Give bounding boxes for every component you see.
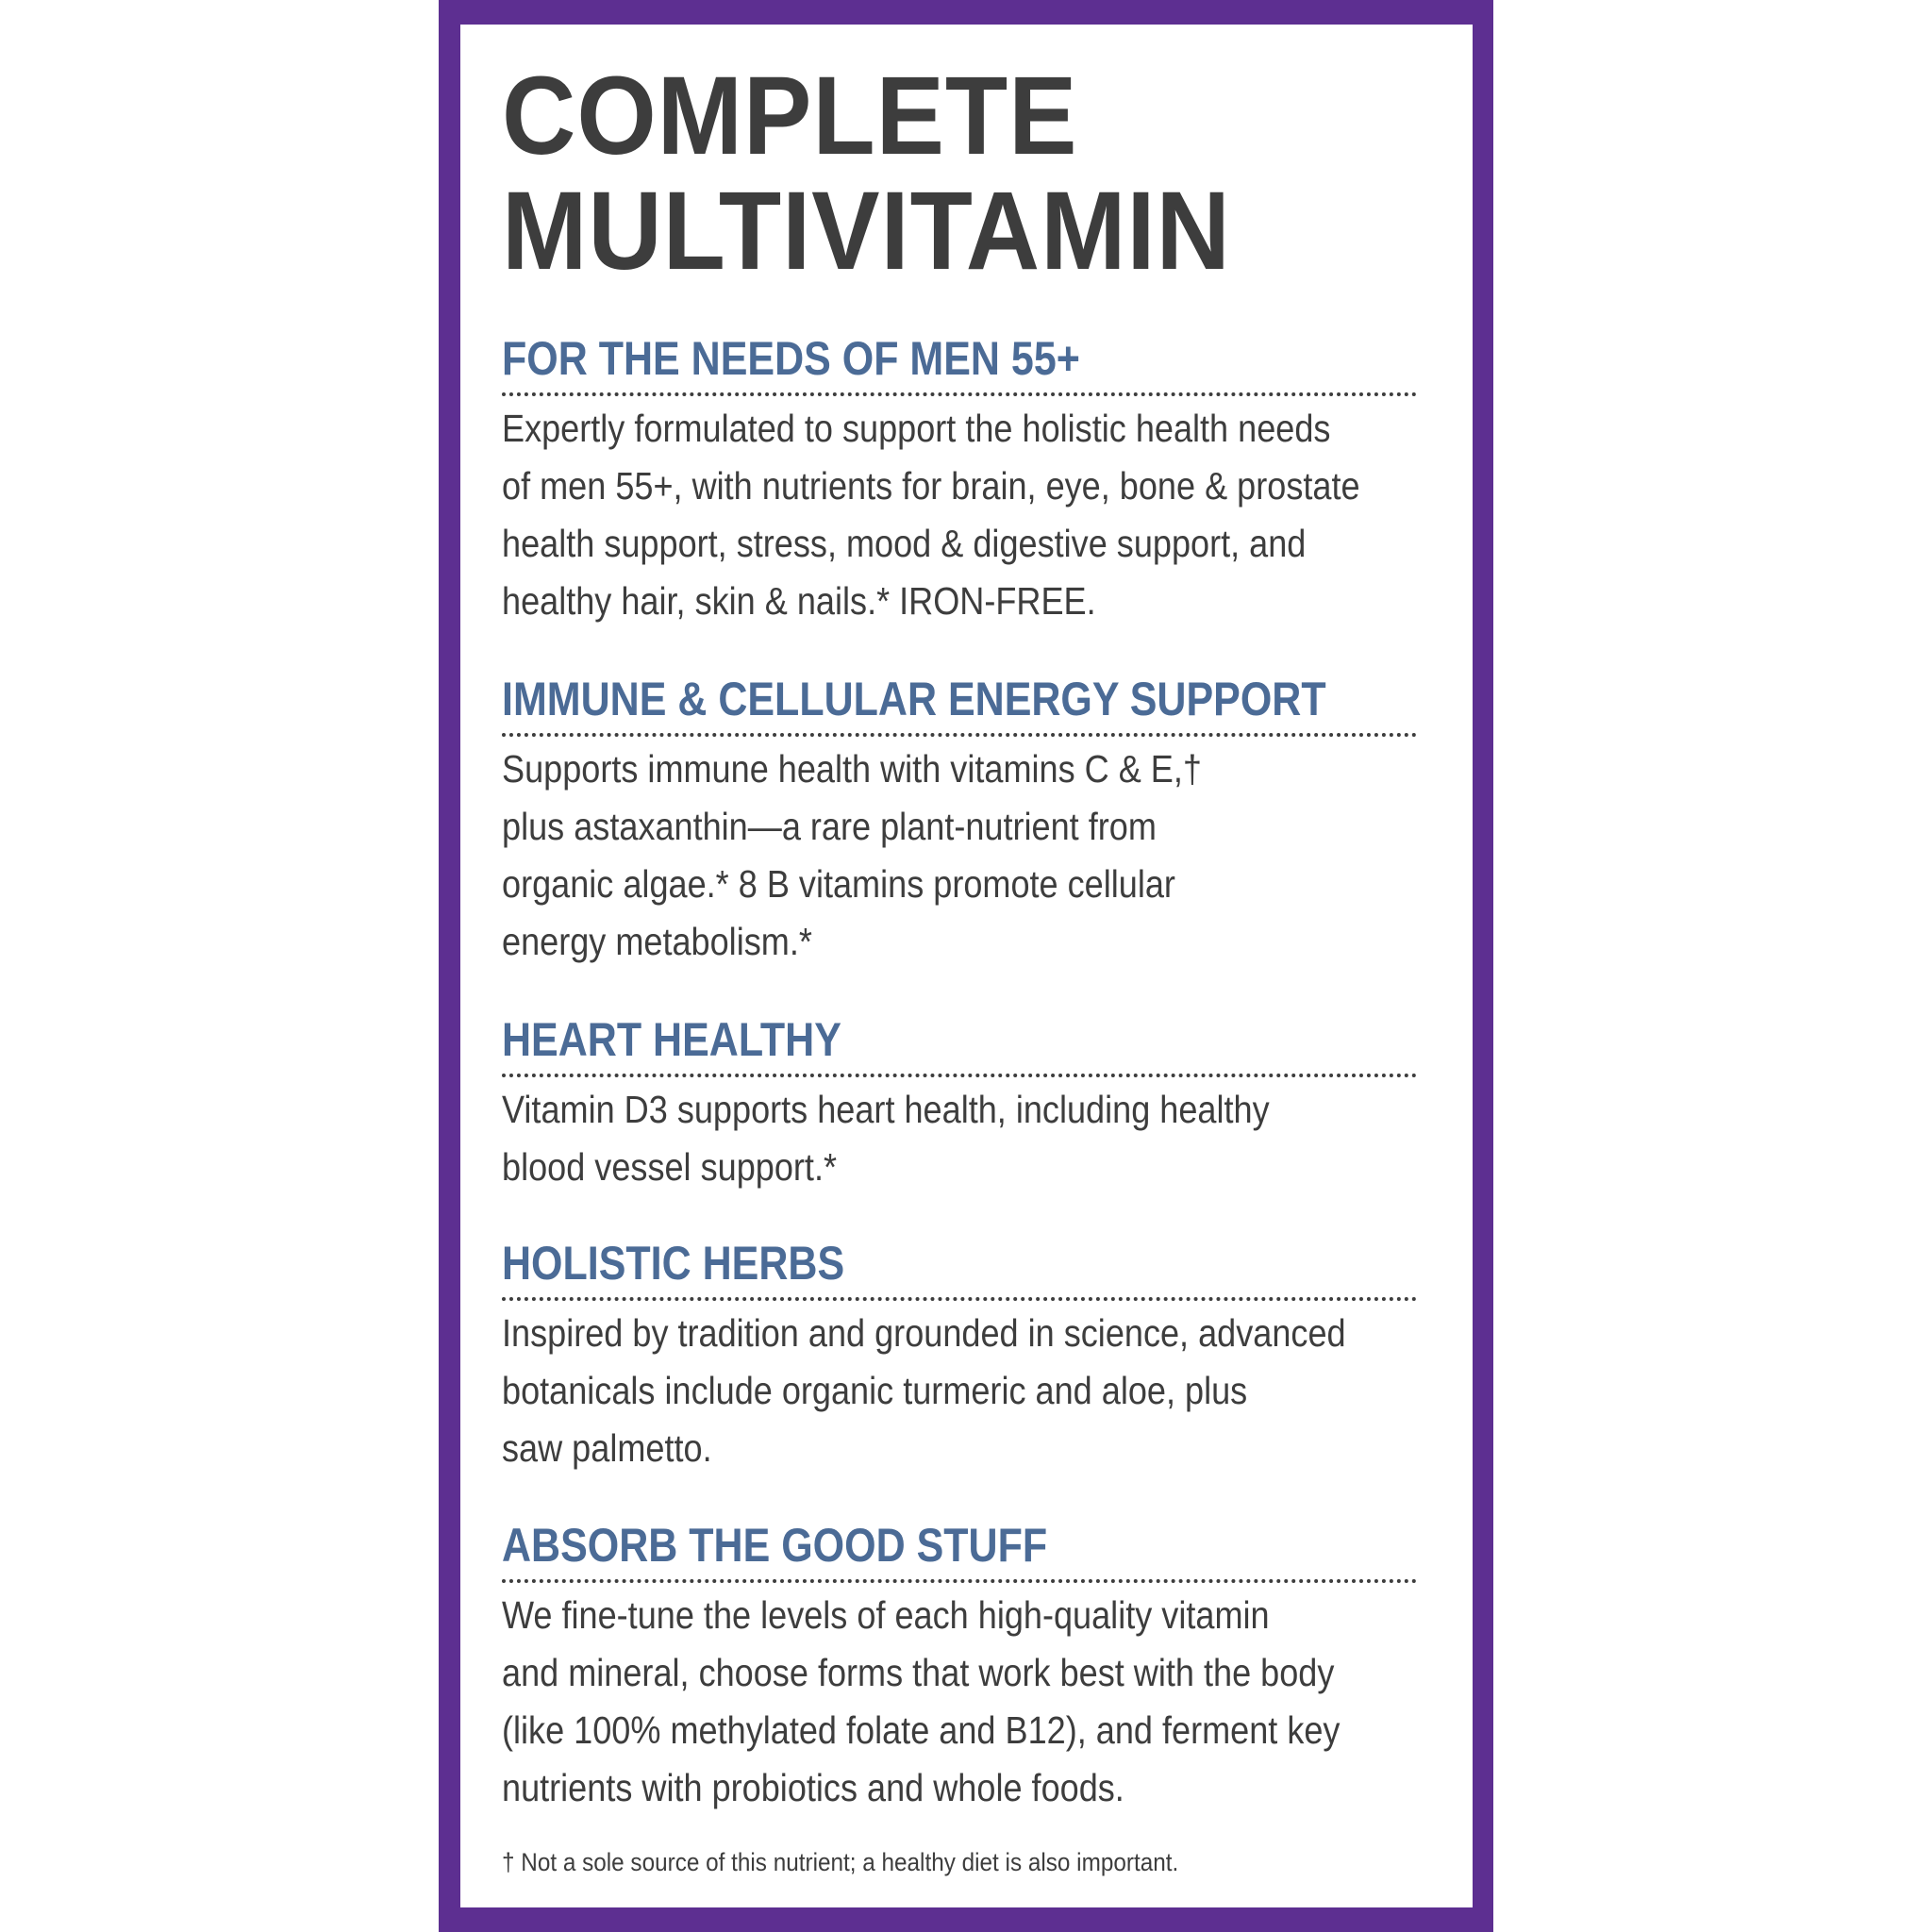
body-line: organic algae.* 8 B vitamins promote cellular: [502, 862, 1175, 906]
section-body: [502, 400, 1417, 630]
body-line: (like 100% methylated folate and B12), and ferment key: [502, 1708, 1341, 1752]
section-heading: HEART HEALTHY: [502, 1013, 841, 1066]
body-line: botanicals include organic turmeric and aloe, plus: [502, 1369, 1248, 1412]
footnote: † Not a sole source of this nutrient; a healthy diet is also important.: [502, 1848, 1179, 1876]
body-line: of men 55+, with nutrients for brain, eye, bone & prostate: [502, 464, 1360, 508]
body-line: Supports immune health with vitamins C & E,†: [502, 747, 1202, 791]
section-body: [502, 1587, 1417, 1817]
body-line: blood vessel support.*: [502, 1145, 838, 1189]
product-title: [502, 54, 1283, 293]
body-line: and mineral, choose forms that work best with the body: [502, 1651, 1335, 1694]
body-line: Expertly formulated to support the holistic health needs: [502, 407, 1331, 450]
body-line: Vitamin D3 supports heart health, including healthy: [502, 1088, 1270, 1131]
dotted-divider: [502, 1074, 1417, 1077]
body-line: saw palmetto.: [502, 1426, 712, 1470]
dotted-divider: [502, 733, 1417, 737]
body-line: health support, stress, mood & digestive support, and: [502, 522, 1307, 565]
section-holistic-herbs: [502, 1235, 1417, 1477]
dotted-divider: [502, 1579, 1417, 1583]
body-line: nutrients with probiotics and whole foods.: [502, 1766, 1124, 1809]
title-line-1: COMPLETE: [502, 54, 1078, 178]
section-absorb: [502, 1517, 1417, 1817]
body-line: Inspired by tradition and grounded in science, advanced: [502, 1311, 1346, 1355]
section-heading: HOLISTIC HERBS: [502, 1237, 845, 1290]
dotted-divider: [502, 392, 1417, 396]
section-body: [502, 1305, 1417, 1477]
section-heart-healthy: [502, 1011, 1417, 1196]
section-men-55: [502, 330, 1417, 630]
section-heading: IMMUNE & CELLULAR ENERGY SUPPORT: [502, 673, 1326, 725]
section-body: [502, 1081, 1417, 1196]
section-heading: FOR THE NEEDS OF MEN 55+: [502, 332, 1080, 385]
section-heading: ABSORB THE GOOD STUFF: [502, 1519, 1048, 1572]
body-line: healthy hair, skin & nails.* IRON-FREE.: [502, 579, 1096, 623]
body-line: We fine-tune the levels of each high-quality vitamin: [502, 1593, 1270, 1637]
section-immune-energy: [502, 671, 1417, 971]
title-line-2: MULTIVITAMIN: [502, 169, 1231, 293]
body-line: plus astaxanthin—a rare plant-nutrient from: [502, 805, 1157, 848]
section-body: [502, 741, 1417, 971]
dotted-divider: [502, 1297, 1417, 1301]
body-line: energy metabolism.*: [502, 920, 812, 963]
